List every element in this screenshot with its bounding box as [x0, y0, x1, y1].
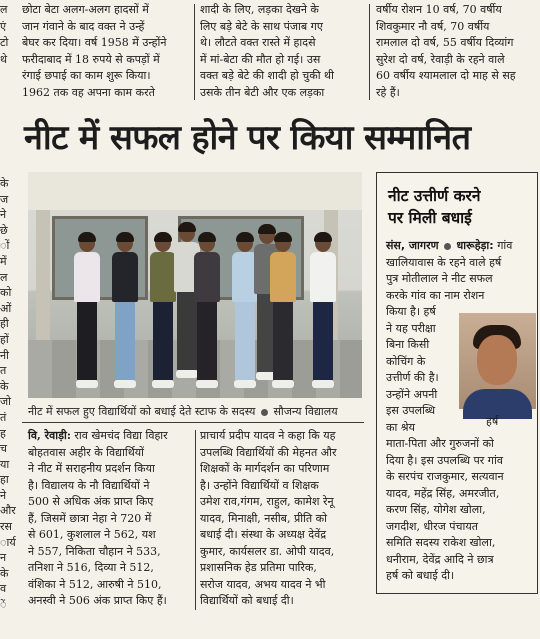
text-line: रामलाल दो वर्ष, 55 वर्षीय दिव्यांग — [376, 36, 514, 49]
text-line: 1962 तक वह अपना काम करते — [22, 85, 155, 99]
text-fragment: व — [0, 582, 7, 596]
text-line: सुरेश दो वर्ष, रेवाड़ी के रहने वाले — [376, 52, 505, 66]
student-figure — [74, 234, 100, 394]
text-fragment: ही — [0, 317, 9, 331]
caption-text: नीट में सफल हुए विद्यार्थियों को बधाई देते स्टाफ के सदस्य — [28, 405, 256, 418]
text-line: समिति सदस्य राकेश खोला, — [386, 536, 496, 549]
text-line: राव खेमचंद विद्या विहार — [74, 429, 168, 442]
text-line: ने नीट में सराहनीय प्रदर्शन किया — [28, 462, 155, 475]
text-line: उपलब्धि विद्यार्थियों की मेहनत और — [200, 445, 337, 459]
text-line: उत्तीर्ण की है। — [386, 371, 439, 384]
text-fragment: ह — [0, 426, 6, 440]
text-line: के सरपंच राजकुमार, सत्यवान — [386, 470, 504, 483]
top-column-2 — [200, 2, 362, 101]
text-fragment: के — [0, 566, 9, 580]
column-rule — [195, 430, 196, 610]
text-fragment: के — [0, 379, 9, 393]
text-line: लिए बड़े बेटे के साथ पंजाब गए — [200, 19, 323, 33]
text-line: उमेश राव,गंगम, राहुल, कामेश रेनू — [200, 495, 334, 508]
text-line: कुमार, कार्यसलर डा. ओपी यादव, — [200, 544, 335, 558]
caption-credit: सौजन्य विद्यालय — [273, 405, 338, 418]
column-rule — [194, 4, 195, 100]
portrait-photo — [459, 313, 536, 409]
headline-line: पर मिली बधाई — [388, 209, 472, 227]
text-line: उन्होंने अपनी — [386, 387, 438, 401]
portrait-caption — [486, 414, 516, 431]
text-line: यादव, महेंद्र सिंह, अमरजीत, — [386, 486, 500, 500]
text-line: थे। लौटते वक्त रास्ते में हादसे — [200, 36, 316, 49]
text-line: जान गंवाने के बाद वक्त ने उन्हें — [22, 19, 145, 33]
text-fragment: ल — [0, 270, 8, 284]
text-line: बधाई दी। संस्था के अध्यक्ष देवेंद्र — [200, 528, 327, 541]
text-line: अनस्वी ने 506 अंक प्राप्त किए हैं। — [28, 594, 167, 607]
top-column-1 — [22, 2, 188, 101]
text-line: इस उपलब्धि — [386, 404, 436, 417]
text-fragment: च — [0, 442, 7, 456]
text-line: यादव, मिनाक्षी, नसीब, प्रीति को — [200, 511, 327, 525]
sidebar-intro — [386, 238, 532, 304]
text-fragment: हा — [0, 473, 9, 487]
text-fragment: को — [0, 286, 12, 300]
photo-caption — [28, 404, 362, 419]
text-fragment: जो — [0, 395, 12, 409]
text-line: वर्षीय रोशन 10 वर्ष, 70 वर्षीय — [376, 3, 502, 16]
text-line: 60 वर्षीय श्यामलाल दो माह से सह — [376, 69, 516, 82]
text-fragment: के — [0, 177, 9, 190]
text-line: उसके तीन बेटी और एक लड़का — [200, 85, 325, 99]
text-line: 500 से अधिक अंक प्राप्त किए — [28, 495, 154, 508]
article-column-1 — [28, 428, 192, 610]
student-figure — [194, 234, 220, 394]
text-line: करके गांव का नाम रोशन — [386, 288, 485, 302]
text-line: गांव — [497, 239, 513, 252]
text-line: करण सिंह, योगेश खोला, — [386, 503, 486, 516]
text-line: से 601, कुशलाल ने 562, यश — [28, 528, 156, 541]
text-fragment: ल — [0, 3, 8, 16]
text-line: जगदीश, धीरज पंचायत — [386, 519, 479, 533]
sidebar-dateline-org: संस, जागरण — [386, 239, 439, 252]
text-line: वक्त बड़े बेटे की शादी हो चुकी थी — [200, 69, 334, 82]
article-first-line — [28, 428, 192, 445]
section-rule — [22, 422, 364, 423]
text-line: बिना किसी — [386, 338, 430, 351]
student-figure — [112, 234, 138, 394]
text-line: बोहतवास अहीर के विद्यार्थियों — [28, 445, 145, 459]
article-column-2 — [200, 428, 366, 610]
sidebar-dateline-place: धारूहेड़ा: — [456, 239, 494, 252]
portrait-name: हर्ष — [486, 415, 499, 428]
bullet-icon — [444, 243, 451, 250]
text-line: है। विद्यालय के नौ विद्यार्थियों ने — [28, 478, 150, 492]
text-line: शादी के लिए, लड़का देखने के — [200, 3, 319, 16]
text-line: विद्यार्थियों को बधाई दी। — [200, 594, 294, 607]
text-line: ने 557, निकिता चौहान ने 533, — [28, 544, 161, 558]
text-line: किया है। हर्ष — [386, 305, 436, 318]
text-fragment: छे — [0, 223, 8, 237]
text-fragment: थे — [0, 52, 8, 66]
text-line: दिया है। इस उपलब्धि पर गांव — [386, 453, 503, 467]
bullet-icon — [261, 409, 268, 416]
article-headline: नीट में सफल होने पर किया सम्मानित — [24, 118, 471, 158]
text-line: शिक्षकों के मार्गदर्शन का परिणाम — [200, 462, 330, 475]
text-fragment: या — [0, 457, 10, 471]
text-line: कोचिंग के — [386, 354, 426, 368]
text-line: वंशिका ने 512, आरुषी ने 510, — [28, 577, 162, 591]
sidebar-dateline-line — [386, 238, 532, 255]
text-fragment: ओं — [0, 301, 12, 315]
column-rule — [369, 4, 370, 100]
text-line: रहे हैं। — [376, 85, 400, 99]
text-fragment: न — [0, 551, 7, 565]
text-fragment: ों — [0, 239, 10, 253]
text-line: शिवकुमार नौ वर्ष, 70 वर्षीय — [376, 19, 490, 33]
text-line: धनीराम, देवेंद्र आदि ने छात्र — [386, 552, 494, 566]
text-fragment: ें — [0, 598, 7, 612]
text-line: पुत्र मोतीलाल ने नीट सफल — [386, 272, 493, 285]
text-line: में मां-बेटा की मौत हो गई। उस — [200, 52, 321, 66]
sidebar-bottom-text — [386, 436, 532, 585]
text-line: हर्ष को बधाई दी। — [386, 569, 455, 582]
text-line: तनिशा ने 516, दिव्या ने 512, — [28, 561, 154, 574]
text-line: खालियावास के रहने वाले हर्ष — [386, 255, 502, 269]
sidebar-headline — [388, 185, 528, 229]
text-line: माता-पिता और गुरुजनों को — [386, 437, 494, 450]
photo-ceiling — [28, 172, 362, 210]
text-fragment: नी — [0, 348, 9, 362]
text-line: छोटा बेटा अलग-अलग हादसों में — [22, 3, 149, 16]
portrait-face — [477, 335, 517, 385]
text-line: प्राचार्य प्रदीप यादव ने कहा कि यह — [200, 429, 336, 442]
text-line: हैं, जिसमें छात्रा नेहा ने 720 में — [28, 511, 152, 525]
text-line: फरीदाबाद में 18 रुपये से कपड़ों में — [22, 52, 160, 66]
text-fragment: रस — [0, 520, 12, 534]
text-fragment: ने — [0, 208, 7, 222]
text-fragment: हों — [0, 332, 9, 346]
text-fragment: एं — [0, 19, 7, 33]
student-figure — [270, 234, 296, 394]
text-fragment: ने — [0, 488, 7, 502]
text-line: ने यह परीक्षा — [386, 321, 436, 335]
student-figure — [310, 234, 336, 394]
text-fragment: ज — [0, 192, 9, 206]
headline-line: नीट उत्तीर्ण करने — [388, 187, 481, 205]
text-fragment: त — [0, 364, 7, 378]
text-line: का श्रेय — [386, 420, 415, 434]
article-dateline: वि, रेवाड़ी: — [28, 429, 71, 442]
left-edge-fragments-lower — [0, 176, 14, 616]
text-line: प्रशासनिक हेड प्रतिमा पारिक, — [200, 561, 317, 574]
student-figure — [150, 234, 176, 394]
text-line: रंगाई छपाई का काम शुरू किया। — [22, 69, 151, 82]
text-line: सरोज यादव, अभय यादव ने भी — [200, 577, 326, 591]
text-fragment: तं — [0, 410, 7, 424]
text-fragment: ार्य — [0, 535, 16, 549]
sidebar-narrow-text — [386, 304, 456, 436]
left-edge-fragments-top — [0, 2, 14, 68]
text-line: बेघर कर दिया। वर्ष 1958 में उन्होंने — [22, 36, 167, 49]
text-line: है। उन्होंने विद्यार्थियों व शिक्षक — [200, 478, 319, 492]
top-column-3 — [376, 2, 536, 101]
text-fragment: में — [0, 254, 7, 268]
group-photo — [28, 172, 362, 398]
text-fragment: और — [0, 504, 16, 518]
text-fragment: टो — [0, 36, 9, 49]
photo-pillar — [36, 210, 50, 340]
